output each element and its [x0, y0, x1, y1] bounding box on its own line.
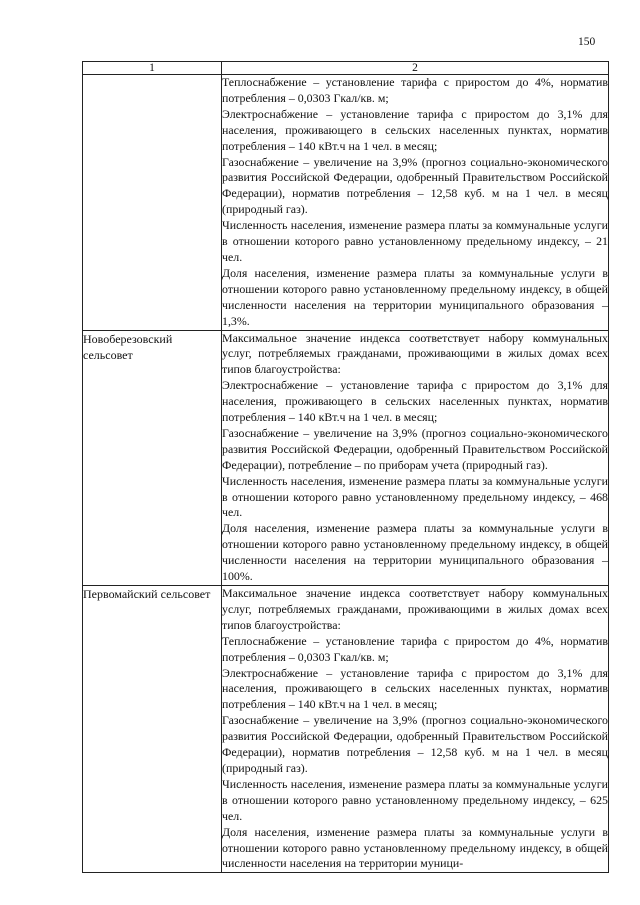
table-row: [83, 330, 609, 586]
municipality-name: Первомайский сельсовет: [83, 586, 222, 873]
municipality-name: [83, 75, 222, 331]
paragraph: Газоснабжение – увеличение на 3,9% (прогноз социально-экономического развития Российской Федерации, одобренный Правительством Российской Федерации), норматив потребления – 12,58 куб. м на 1 чел. в месяц (природный газ).: [222, 713, 608, 775]
table-row: [83, 75, 609, 331]
document-table: [82, 61, 609, 873]
paragraph: Электроснабжение – установление тарифа с приростом до 3,1% для населения, проживающего в сельских населенных пунктах, норматив потребления – 140 кВт.ч на 1 чел. в месяц;: [222, 378, 608, 425]
page-number: 150: [578, 36, 596, 48]
table-header-row: [83, 62, 609, 75]
paragraph: Доля населения, изменение размера платы за коммунальные услуги в отношении которого равно установленному предельному индексу, в общей численности населения на территории муниципального образования – 100%.: [222, 521, 608, 584]
paragraph: Газоснабжение – увеличение на 3,9% (прогноз социально-экономического развития Российской Федерации, одобренный Правительством Российской Федерации), норматив потребления – 12,58 куб. м на 1 чел. в месяц (природный газ).: [222, 154, 608, 217]
paragraph: Доля населения, изменение размера платы за коммунальные услуги в отношении которого равно установленному предельному индексу, в общей численности населения на территории муници-: [222, 824, 608, 871]
paragraph: Максимальное значение индекса соответствует набору коммунальных услуг, потребляемых гражданами, проживающими в жилых домах всех типов благоустройства:: [222, 330, 608, 377]
municipality-name: Новоберезовский сельсовет: [83, 330, 222, 586]
row-content: [222, 75, 609, 331]
paragraph: Теплоснабжение – установление тарифа с приростом до 4%, норматив потребления – 0,0303 Гкал/кв. м;: [222, 633, 608, 664]
column-header-2: 2: [222, 62, 609, 75]
paragraph: Численность населения, изменение размера платы за коммунальные услуги в отношении которого равно установленному предельному индексу, – 21 чел.: [222, 218, 608, 264]
paragraph: Газоснабжение – увеличение на 3,9% (прогноз социально-экономического развития Российской Федерации, одобренный Правительством Российской Федерации), потребление – по приборам учета (природный газ).: [222, 425, 608, 472]
paragraph: Электроснабжение – установление тарифа с приростом до 3,1% для населения, проживающего в сельских населенных пунктах, норматив потребления – 140 кВт.ч на 1 чел. в месяц;: [222, 665, 608, 712]
column-header-1: 1: [83, 62, 222, 75]
paragraph: Электроснабжение – установление тарифа с приростом до 3,1% для населения, проживающего в сельских населенных пунктах, норматив потребления – 140 кВт.ч на 1 чел. в месяц;: [222, 106, 608, 153]
paragraph: Численность населения, изменение размера платы за коммунальные услуги в отношении которого равно установленному предельному индексу, – 468 чел.: [222, 473, 608, 520]
paragraph: Доля населения, изменение размера платы за коммунальные услуги в отношении которого равно установленному предельному индексу, в общей численности населения на территории муниципального образования – 1,3%.: [222, 265, 608, 328]
paragraph: Численность населения, изменение размера платы за коммунальные услуги в отношении которого равно установленному предельному индексу, – 625 чел.: [222, 776, 608, 823]
paragraph: Максимальное значение индекса соответствует набору коммунальных услуг, потребляемых гражданами, проживающими в жилых домах всех типов благоустройства:: [222, 586, 608, 632]
row-content: [222, 330, 609, 586]
paragraph: Теплоснабжение – установление тарифа с приростом до 4%, норматив потребления – 0,0303 Гкал/кв. м;: [222, 75, 608, 105]
row-content: [222, 586, 609, 873]
table-row: [83, 586, 609, 873]
